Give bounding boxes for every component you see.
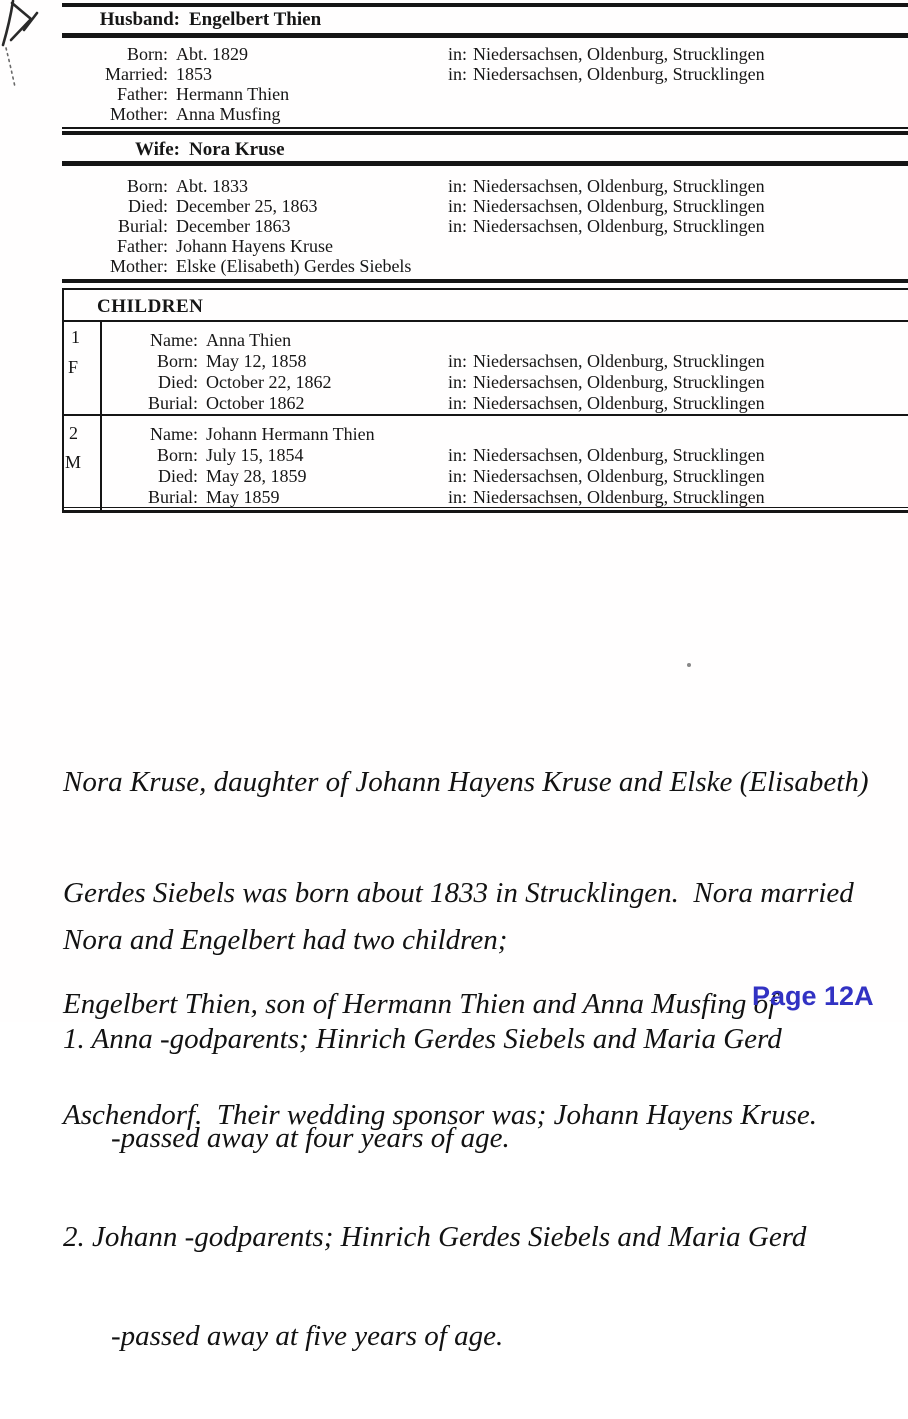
- place-value: Niedersachsen, Oldenburg, Strucklingen: [473, 445, 765, 465]
- narrative-paragraph-2: [63, 858, 806, 1419]
- field-label: Burial:: [148, 393, 198, 413]
- field-label: Born:: [156, 351, 198, 371]
- child-1-name-row: [100, 330, 908, 350]
- husband-father-row: [62, 84, 908, 104]
- place-value: Niedersachsen, Oldenburg, Strucklingen: [473, 196, 765, 216]
- wife-name: Nora Kruse: [189, 139, 285, 160]
- place-value: Niedersachsen, Oldenburg, Strucklingen: [473, 487, 765, 507]
- in-label: in:: [448, 466, 468, 486]
- place-cell: [448, 487, 765, 507]
- child-1-died-row: [100, 372, 908, 392]
- husband-label: Husband:: [99, 9, 180, 30]
- field-label: Father:: [117, 84, 168, 104]
- rule-children-top: [62, 288, 908, 290]
- place-cell: [448, 351, 765, 371]
- field-label: Married:: [105, 64, 168, 84]
- field-value: Anna Musfing: [176, 104, 281, 124]
- wife-section-header: [62, 139, 285, 161]
- field-value: December 25, 1863: [176, 196, 318, 216]
- place-value: Niedersachsen, Oldenburg, Strucklingen: [473, 466, 765, 486]
- rule-children-bottom-thick: [62, 510, 908, 513]
- narrative-line: Aschendorf. Their wedding sponsor was; Johann Hayens Kruse.: [63, 1099, 817, 1131]
- pen-mark-doodle: [0, 0, 50, 100]
- narrative-line: Gerdes Siebels was born about 1833 in Strucklingen. Nora married: [63, 877, 854, 909]
- in-label: in:: [448, 196, 468, 216]
- field-label: Burial:: [118, 216, 168, 236]
- child-1-number: 1: [71, 327, 80, 347]
- field-value: October 1862: [206, 393, 305, 413]
- place-value: Niedersachsen, Oldenburg, Strucklingen: [473, 393, 765, 413]
- child-2-burial-row: [100, 487, 908, 507]
- narrative-line-indented: -passed away at five years of age.: [111, 1320, 504, 1352]
- rule-top: [62, 3, 908, 7]
- place-cell: [448, 393, 765, 413]
- child-2-number: 2: [69, 423, 78, 443]
- field-label: Born:: [156, 445, 198, 465]
- field-value: October 22, 1862: [206, 372, 332, 392]
- place-cell: [448, 196, 765, 216]
- husband-section-header: [62, 9, 321, 31]
- place-cell: [448, 44, 765, 64]
- place-value: Niedersachsen, Oldenburg, Strucklingen: [473, 176, 765, 196]
- wife-father-row: [62, 236, 908, 256]
- in-label: in:: [448, 445, 468, 465]
- rule-wife-header-bottom: [62, 161, 908, 166]
- in-label: in:: [448, 64, 468, 84]
- place-cell: [448, 64, 765, 84]
- narrative-line: Nora and Engelbert had two children;: [63, 924, 508, 956]
- field-value: Anna Thien: [206, 330, 292, 350]
- in-label: in:: [448, 351, 468, 371]
- place-cell: [448, 466, 765, 486]
- in-label: in:: [448, 393, 468, 413]
- husband-name: Engelbert Thien: [189, 9, 322, 30]
- husband-married-row: [62, 64, 908, 84]
- place-value: Niedersachsen, Oldenburg, Strucklingen: [473, 64, 765, 84]
- field-value: Johann Hermann Thien: [206, 424, 375, 444]
- place-value: Niedersachsen, Oldenburg, Strucklingen: [473, 44, 765, 64]
- field-label: Died:: [128, 196, 168, 216]
- place-cell: [448, 372, 765, 392]
- rule-children-bottom-thin: [62, 507, 908, 508]
- child-2-died-row: [100, 466, 908, 486]
- wife-died-row: [62, 196, 908, 216]
- narrative-line-indented: -passed away at four years of age.: [111, 1122, 510, 1154]
- children-header: CHILDREN: [97, 296, 204, 317]
- field-value: Elske (Elisabeth) Gerdes Siebels: [176, 256, 412, 276]
- field-value: Hermann Thien: [176, 84, 290, 104]
- narrative-line: 1. Anna -godparents; Hinrich Gerdes Siebels and Maria Gerd: [63, 1023, 782, 1055]
- wife-mother-row: [62, 256, 908, 276]
- wife-burial-row: [62, 216, 908, 236]
- field-label: Burial:: [148, 487, 198, 507]
- narrative-line: Engelbert Thien, son of Hermann Thien and Anna Musfing of: [63, 988, 777, 1020]
- child-1-burial-row: [100, 393, 908, 413]
- field-value: December 1863: [176, 216, 291, 236]
- place-value: Niedersachsen, Oldenburg, Strucklingen: [473, 372, 765, 392]
- place-value: Niedersachsen, Oldenburg, Strucklingen: [473, 351, 765, 371]
- rule-husband-bottom-thick: [62, 131, 908, 135]
- place-cell: [448, 445, 765, 465]
- place-cell: [448, 216, 765, 236]
- field-value: May 1859: [206, 487, 280, 507]
- wife-born-row: [62, 176, 908, 196]
- in-label: in:: [448, 216, 468, 236]
- field-value: Johann Hayens Kruse: [176, 236, 333, 256]
- scan-artifact-dot: [687, 663, 691, 667]
- in-label: in:: [448, 176, 468, 196]
- child-2-sex: M: [65, 452, 82, 472]
- children-table-left-border: [62, 288, 64, 513]
- in-label: in:: [448, 372, 468, 392]
- field-label: Name:: [150, 330, 198, 350]
- field-label: Mother:: [110, 104, 168, 124]
- field-label: Father:: [117, 236, 168, 256]
- rule-children-row-divider: [62, 414, 908, 416]
- rule-wife-bottom-thick: [62, 279, 908, 283]
- narrative-line: 2. Johann -godparents; Hinrich Gerdes Siebels and Maria Gerd: [63, 1221, 807, 1253]
- child-2-name-row: [100, 424, 908, 444]
- field-label: Born:: [126, 44, 168, 64]
- place-cell: [448, 176, 765, 196]
- field-label: Name:: [150, 424, 198, 444]
- field-value: July 15, 1854: [206, 445, 304, 465]
- field-value: May 28, 1859: [206, 466, 307, 486]
- field-label: Died:: [158, 372, 198, 392]
- page-label: Page 12A: [752, 981, 874, 1011]
- rule-children-header-bottom: [62, 320, 908, 322]
- field-value: Abt. 1833: [176, 176, 248, 196]
- field-value: Abt. 1829: [176, 44, 248, 64]
- field-label: Born:: [126, 176, 168, 196]
- narrative-line: Nora Kruse, daughter of Johann Hayens Kruse and Elske (Elisabeth): [63, 766, 869, 798]
- rule-husband-header-bottom: [62, 33, 908, 38]
- field-label: Mother:: [110, 256, 168, 276]
- husband-mother-row: [62, 104, 908, 124]
- in-label: in:: [448, 487, 468, 507]
- husband-born-row: [62, 44, 908, 64]
- in-label: in:: [448, 44, 468, 64]
- rule-husband-bottom-thin: [62, 127, 908, 129]
- field-value: May 12, 1858: [206, 351, 307, 371]
- child-1-born-row: [100, 351, 908, 371]
- child-1-sex: F: [68, 357, 79, 377]
- place-value: Niedersachsen, Oldenburg, Strucklingen: [473, 216, 765, 236]
- wife-label: Wife:: [134, 139, 180, 160]
- field-value: 1853: [176, 64, 212, 84]
- field-label: Died:: [158, 466, 198, 486]
- child-2-born-row: [100, 445, 908, 465]
